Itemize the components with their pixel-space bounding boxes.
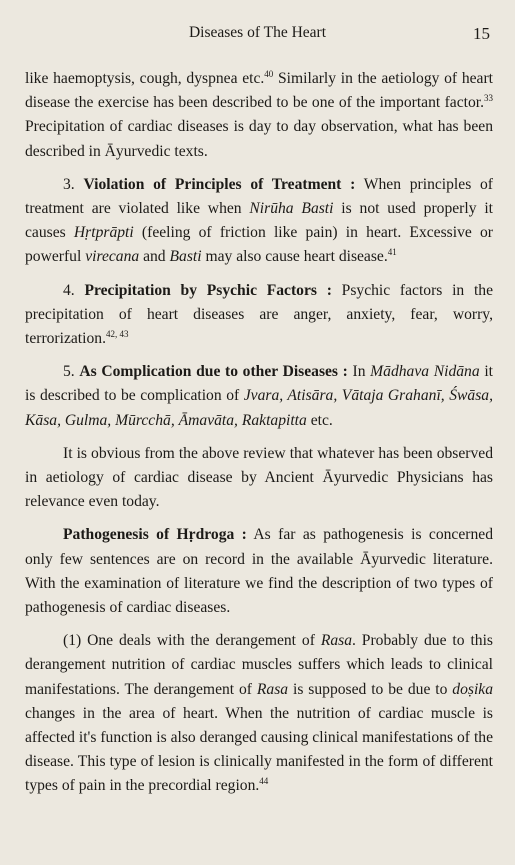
text-run: is supposed to be due to <box>288 680 453 698</box>
italic-term: Jvara, Atisāra, Vātaja Grahanī, Śwāsa, Kāsa, Gulma, Mūrcchā, Āmavāta, Raktapitta <box>25 387 493 429</box>
italic-term: doṣika <box>452 680 493 698</box>
italic-term: Rasa <box>256 680 289 698</box>
text-run: In <box>347 363 371 381</box>
text-run: (1) One deals with the derangement of <box>63 632 321 650</box>
italic-term: Hṛtprāpti <box>73 224 134 242</box>
text-run: and <box>139 248 170 266</box>
footnote-ref: 33 <box>484 93 493 104</box>
running-header <box>0 24 515 46</box>
paragraph <box>25 629 493 798</box>
paragraph <box>25 360 493 433</box>
bold-heading: Pathogenesis of Hṛdroga : <box>63 526 247 544</box>
text-run: Similarly in the aetiology of heart disease the exercise has been described to be one of the important factor. <box>25 70 494 112</box>
page-body <box>25 67 493 808</box>
text-run: Psychic factors in the precipitation of heart diseases are anger, anxiety, fear, worry, terrorization. <box>25 281 494 348</box>
page-number: 15 <box>473 24 490 43</box>
text-run: may also cause heart disease. <box>201 248 388 266</box>
text-run: is not used properly it causes <box>25 200 493 242</box>
text-run: Precipitation of cardiac diseases is day to day observation, what has been described in Āyurvedic texts. <box>25 118 493 160</box>
text-run: As far as pathogenesis is concerned only few sentences are on record in the available Āyurvedic literature. With the examination of literature we find the description of two types of pathogenesis of cardiac diseases. <box>25 526 493 617</box>
bold-heading: As Complication due to other Diseases : <box>79 363 348 381</box>
paragraph <box>25 279 493 352</box>
footnote-ref: 44 <box>259 776 269 787</box>
italic-term: virecana <box>85 248 140 266</box>
text-run: 3. <box>63 175 84 193</box>
text-run: etc. <box>306 411 333 429</box>
text-run: 5. <box>63 363 80 381</box>
footnote-ref: 41 <box>387 247 397 258</box>
italic-term: Nirūha Basti <box>249 200 334 218</box>
text-run: like haemoptysis, cough, dyspnea etc. <box>25 70 265 87</box>
text-run: It is obvious from the above review that whatever has been observed in aetiology of cardiac disease by Ancient Āyurvedic Physicians has relevance even today. <box>25 444 493 511</box>
text-run: it is described to be complication of <box>25 363 493 405</box>
bold-heading: Precipitation by Psychic Factors : <box>84 281 332 299</box>
italic-term: Mādhava Nidāna <box>370 363 480 381</box>
bold-heading: Violation of Principles of Treatment : <box>83 175 356 193</box>
text-run: (feeling of friction like pain) in heart. Excessive or powerful <box>25 224 493 266</box>
footnote-ref: 42, 43 <box>105 329 129 340</box>
footnote-ref: 40 <box>264 69 274 79</box>
text-run: When principles of treatment are violated like when <box>25 175 493 218</box>
text-run: changes in the area of heart. When the nutrition of cardiac muscle is affected it's function is also deranged causing clinical manifestations of the disease. This type of lesion is clinically manifested in the form of different types of pain in the precordial region. <box>25 704 493 795</box>
text-run: 4. <box>63 281 85 299</box>
text-run: . Probably due to this derangement nutrition of cardiac muscles suffers which leads to clinical manifestations. The derangement of <box>25 632 493 698</box>
paragraph <box>25 523 493 620</box>
running-title: Diseases of The Heart <box>188 24 326 41</box>
paragraph <box>25 173 493 270</box>
paragraph <box>25 442 493 515</box>
italic-term: Basti <box>169 248 202 266</box>
paragraph <box>25 67 493 164</box>
italic-term: Rasa <box>320 632 352 650</box>
